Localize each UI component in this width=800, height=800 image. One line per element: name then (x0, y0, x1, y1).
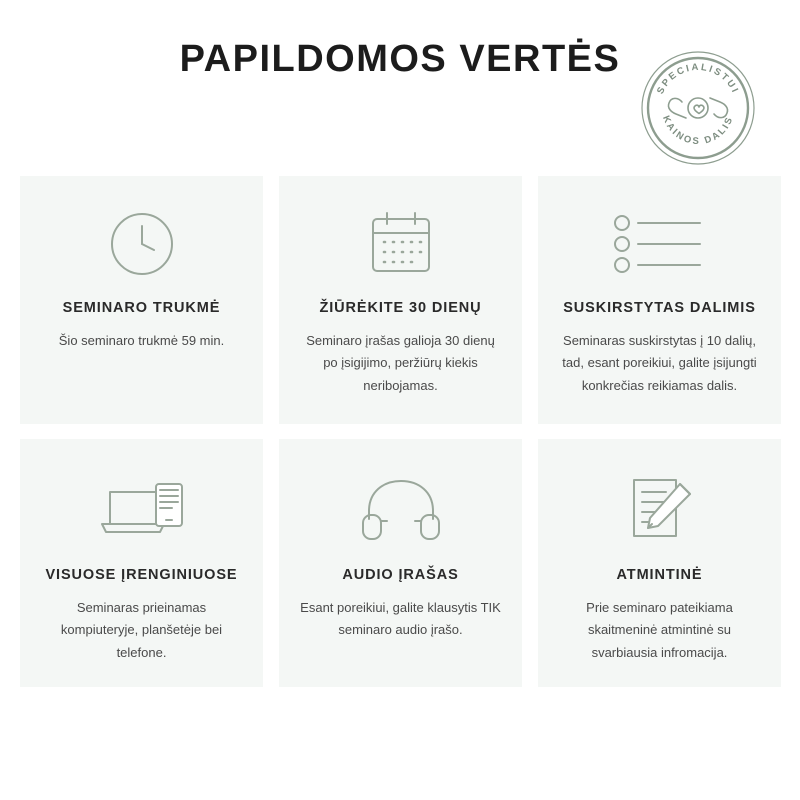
card-title: ŽIŪRĖKITE 30 DIENŲ (319, 300, 482, 316)
card-title: SEMINARO TRUKMĖ (62, 300, 221, 316)
feature-card-duration (20, 176, 263, 424)
page-title: PAPILDOMOS VERTĖS (179, 38, 621, 80)
card-text: Esant poreikiui, galite klausytis TIK seminaro audio įrašo. (300, 600, 501, 638)
clock-icon (105, 202, 179, 286)
card-text: Šio seminaro trukmė 59 min. (58, 333, 225, 348)
feature-card-memo (538, 439, 781, 687)
calendar-icon (363, 202, 439, 286)
card-text: Seminaras suskirstytas į 10 dalių, tad, esant poreikiui, galite įsijungti konkrečias reikiamas dalis. (562, 333, 757, 393)
feature-card-30-days (279, 176, 522, 424)
feature-card-audio (279, 439, 522, 687)
devices-icon (94, 465, 190, 553)
hands-heart-icon (668, 98, 727, 118)
feature-card-sections (538, 176, 781, 424)
badge-stamp (640, 50, 756, 166)
card-title: ATMINTINĖ (616, 567, 703, 583)
feature-grid (20, 176, 780, 687)
card-title: AUDIO ĮRAŠAS (342, 567, 459, 583)
list-icon (608, 202, 712, 286)
headphones-icon (357, 465, 445, 553)
card-title: SUSKIRSTYTAS DALIMIS (563, 300, 756, 316)
card-text: Seminaras prieinamas kompiuteryje, planšetėje bei telefone. (60, 600, 223, 660)
card-text: Prie seminaro pateikiama skaitmeninė atmintinė su svarbiausia infromacija. (586, 600, 733, 660)
card-title: VISUOSE ĮRENGINIUOSE (45, 567, 238, 583)
card-text: Seminaro įrašas galioja 30 dienų po įsigijimo, peržiūrų kiekis neribojamas. (306, 333, 495, 393)
feature-card-devices (20, 439, 263, 687)
notes-pencil-icon (618, 465, 702, 553)
svg-text:SPECIALISTUI: SPECIALISTUI (655, 61, 741, 96)
svg-text:KAINOS DALIS: KAINOS DALIS (660, 114, 736, 148)
